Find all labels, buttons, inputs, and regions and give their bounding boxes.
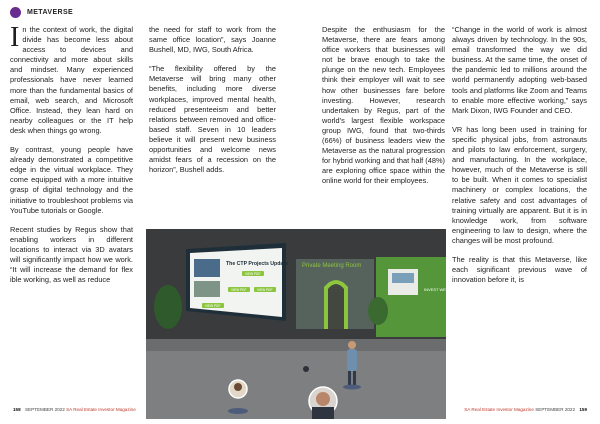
metaverse-office-image	[146, 229, 451, 419]
paragraph: Despite the enthusiasm for the Metaverse, there are fears among office workers that businesses will not be brave enough to take the plunge on the new tech. Employees think their employer will wait to see how other businesses fare before investing. However, research undertaken by Regus, part of the world’s largest flexible workspace group IWG, found that two-thirds (66%) of business leaders view the Metaverse as the natural progression for hybrid working and that half (48%) are exploring office space within the online world for their employees.	[322, 25, 445, 186]
footer-date: SEPTEMBER 2022	[24, 407, 65, 412]
paragraph: The reality is that this Metaverse, like each significant previous wave of innovation before it, is	[452, 254, 587, 285]
board-photo	[194, 281, 220, 297]
paragraph: “Change in the world of work is almost always driven by technology. In the 90s, email transformed the way we did business. At the same time, the onset of the pandemic led to millions around the world permanently adopting web-based tools and platforms like Zoom and Teams to enable more effective working,” says Mark Dixon, IWG Founder and CEO.	[452, 25, 587, 115]
paragraph: Recent studies by Regus show that enabling workers in different locations to interact via 3D avatars will significantly impact how we work. “It will increase the demand for flex ible working, as well as reduce	[10, 224, 133, 285]
board-title: The CTP Projects Update	[226, 261, 288, 267]
article-column-3	[322, 25, 445, 196]
paragraph: VR has long been used in training for specific physical jobs, from astronauts and pilots to law enforcement, surgery, and manufacturing. In the workplace, however, much of the Metaverse is still to be built. When it comes to specialist machinery or complex locations, the relative safety and cost advantages of training virtually are apparent. But it is in knowledge work, from software engineering to law to design, where the changes will be most profound.	[452, 124, 587, 245]
paragraph: the need for staff to work from the same office location”, says Joanne Bushell, MD, IWG, South Africa.	[149, 25, 276, 55]
doorway-inner	[328, 284, 344, 329]
article-column-2	[149, 25, 276, 184]
article-column-1	[10, 22, 133, 294]
footer-magazine: SA Real Estate Investor Magazine	[66, 407, 136, 412]
section-dot-icon	[10, 7, 21, 18]
view-pdf-label: VIEW PDF	[245, 272, 261, 276]
room-sign: Private Meeting Room	[302, 263, 362, 269]
plant-icon	[154, 285, 182, 329]
board-photo	[194, 259, 220, 277]
paragraph	[10, 22, 133, 136]
article-column-4	[452, 25, 587, 294]
metaverse-scene-illustration	[146, 229, 451, 419]
paragraph-text: n the context of work, the digital divide has become less about access to devices and connectivity and more about skills and mindset. Many experienced professionals have never learned more than the fundamental basics of email, web search, and Microsoft Office. Instead, they lean hard on nearby colleagues or the IT help desk when things go wrong.	[10, 25, 133, 135]
plant-icon	[368, 297, 388, 325]
footer-left	[10, 407, 136, 412]
paragraph: “The flexibility offered by the Metaverse will bring many other benefits, including more diverse workplaces, improved mental health, reduced presenteeism and better relations between removed and office-based staff. Seven in 10 leaders believe it will present new business opportunities and welcome news amidst fears of a recession on the horizon”, Bushell adds.	[149, 64, 276, 175]
side-label: INVEST WELL	[424, 287, 451, 292]
floor-marker-icon	[303, 366, 309, 372]
footer-right	[464, 407, 590, 412]
view-pdf-label: VIEW PDF	[257, 288, 273, 292]
section-label: METAVERSE	[27, 8, 74, 16]
view-pdf-label: VIEW PDF	[231, 288, 247, 292]
section-header	[10, 5, 73, 19]
drop-cap: I	[10, 22, 20, 53]
footer-date: SEPTEMBER 2022	[535, 407, 576, 412]
footer-magazine: SA Real Estate Investor Magazine	[464, 407, 534, 412]
view-pdf-label: VIEW PDF	[205, 304, 221, 308]
avatar	[309, 387, 337, 419]
floor-shadow	[146, 339, 446, 351]
page-number: 158	[13, 407, 21, 412]
paragraph: By contrast, young people have already demonstrated a competitive edge in the virtual workplace. They come equipped with a more intuitive grasp of digital technology and the initiative to troubleshoot problems via YouTube tutorials or Google.	[10, 145, 133, 215]
page-number: 159	[579, 407, 587, 412]
poster-image	[392, 273, 414, 283]
